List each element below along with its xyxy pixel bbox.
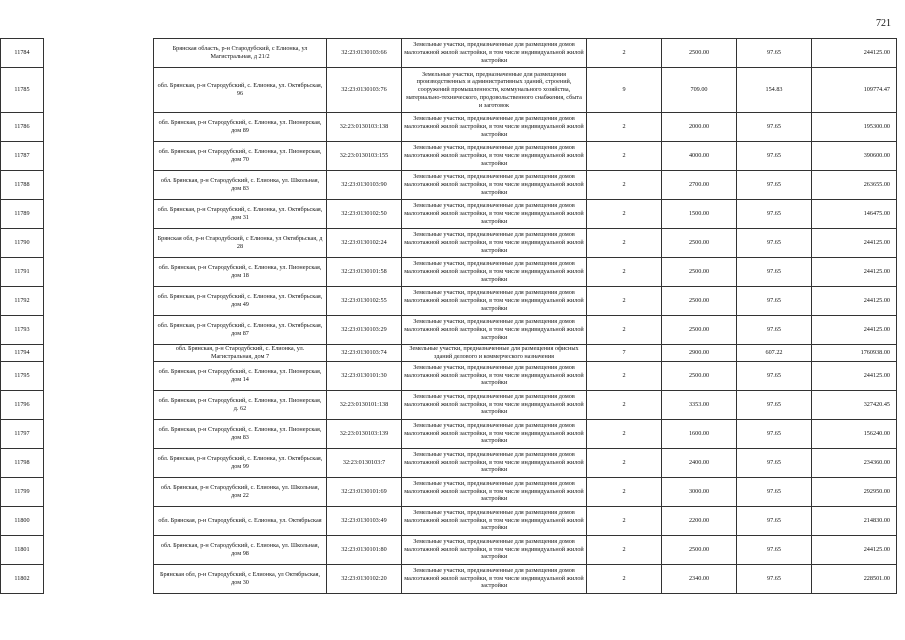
row-id-cell: 11786 [1, 113, 44, 142]
row-id-cell: 11790 [1, 229, 44, 258]
cadastral-number-cell: 32:23:0130103:49 [327, 506, 402, 535]
spacer-cell [44, 200, 154, 229]
area-cell: 2900.00 [662, 345, 737, 362]
area-cell: 2500.00 [662, 39, 737, 68]
cadastral-number-cell: 32:23:0130101:58 [327, 258, 402, 287]
category-code-cell: 2 [587, 258, 662, 287]
spacer-cell [44, 448, 154, 477]
cadastral-value-cell: 214830.00 [812, 506, 897, 535]
area-cell: 1500.00 [662, 200, 737, 229]
category-code-cell: 2 [587, 142, 662, 171]
row-id-cell: 11789 [1, 200, 44, 229]
cadastral-value-cell: 234360.00 [812, 448, 897, 477]
address-cell: обл. Брянская, р-н Стародубский, с. Елионка, ул. Октябрьская, дом 87 [154, 316, 327, 345]
row-id-cell: 11797 [1, 419, 44, 448]
spacer-cell [44, 142, 154, 171]
area-cell: 2500.00 [662, 229, 737, 258]
table-row [1, 506, 897, 535]
cadastral-value-cell: 244125.00 [812, 316, 897, 345]
rate-cell: 97.65 [737, 448, 812, 477]
cadastral-number-cell: 32:23:0130103:74 [327, 345, 402, 362]
land-use-cell: Земельные участки, предназначенные для размещения производственных и административных зданий, строений, сооружений промышленности, коммунального хозяйства, материально-технического, продовольственного снабжения, сбыта и заготовок [402, 68, 587, 113]
table-row [1, 113, 897, 142]
rate-cell: 97.65 [737, 316, 812, 345]
land-use-cell: Земельные участки, предназначенные для размещения домов малоэтажной жилой застройки, в том числе индивидуальной жилой застройки [402, 448, 587, 477]
cadastral-value-cell: 244125.00 [812, 535, 897, 564]
cadastral-value-cell: 146475.00 [812, 200, 897, 229]
cadastral-value-cell: 244125.00 [812, 287, 897, 316]
rate-cell: 607.22 [737, 345, 812, 362]
rate-cell: 97.65 [737, 419, 812, 448]
spacer-cell [44, 229, 154, 258]
table-row [1, 448, 897, 477]
address-cell: Брянская область, р-н Стародубский, с Елионка, ул Магистральная, д 21/2 [154, 39, 327, 68]
land-use-cell: Земельные участки, предназначенные для размещения домов малоэтажной жилой застройки, в том числе индивидуальной жилой застройки [402, 390, 587, 419]
rate-cell: 97.65 [737, 477, 812, 506]
cadastral-value-cell: 244125.00 [812, 229, 897, 258]
rate-cell: 97.65 [737, 258, 812, 287]
category-code-cell: 2 [587, 506, 662, 535]
table-row [1, 477, 897, 506]
area-cell: 2340.00 [662, 564, 737, 593]
area-cell: 2700.00 [662, 171, 737, 200]
table-body [1, 39, 897, 594]
category-code-cell: 2 [587, 113, 662, 142]
cadastral-value-cell: 228501.00 [812, 564, 897, 593]
table-row [1, 171, 897, 200]
category-code-cell: 2 [587, 39, 662, 68]
rate-cell: 97.65 [737, 200, 812, 229]
category-code-cell: 2 [587, 564, 662, 593]
cadastral-number-cell: 32:23:0130103:66 [327, 39, 402, 68]
table-row [1, 390, 897, 419]
spacer-cell [44, 287, 154, 316]
area-cell: 1600.00 [662, 419, 737, 448]
table-row [1, 258, 897, 287]
address-cell: обл. Брянская, р-н Стародубский, с. Елионка, ул. Пионерская, дом 14 [154, 361, 327, 390]
row-id-cell: 11787 [1, 142, 44, 171]
cadastral-number-cell: 32:23:0130102:50 [327, 200, 402, 229]
category-code-cell: 2 [587, 200, 662, 229]
table-row [1, 287, 897, 316]
row-id-cell: 11800 [1, 506, 44, 535]
rate-cell: 97.65 [737, 229, 812, 258]
rate-cell: 97.65 [737, 39, 812, 68]
rate-cell: 97.65 [737, 142, 812, 171]
spacer-cell [44, 68, 154, 113]
table-row [1, 39, 897, 68]
table-row [1, 200, 897, 229]
spacer-cell [44, 361, 154, 390]
cadastral-number-cell: 32:23:0130102:55 [327, 287, 402, 316]
cadastral-number-cell: 32:23:0130103:29 [327, 316, 402, 345]
cadastral-value-cell: 109774.47 [812, 68, 897, 113]
land-use-cell: Земельные участки, предназначенные для размещения домов малоэтажной жилой застройки, в том числе индивидуальной жилой застройки [402, 506, 587, 535]
area-cell: 2500.00 [662, 535, 737, 564]
spacer-cell [44, 345, 154, 362]
row-id-cell: 11794 [1, 345, 44, 362]
cadastral-value-cell: 390600.00 [812, 142, 897, 171]
cadastral-value-table [0, 38, 897, 594]
category-code-cell: 2 [587, 390, 662, 419]
address-cell: обл. Брянская, р-н Стародубский, с. Елионка, ул. Магистральная, дом 7 [154, 345, 327, 362]
address-cell: обл. Брянская, р-н Стародубский, с. Елионка, ул. Школьная, дом 22 [154, 477, 327, 506]
address-cell: обл. Брянская, р-н Стародубский, с. Елионка, ул. Школьная, дом 98 [154, 535, 327, 564]
cadastral-value-cell: 327420.45 [812, 390, 897, 419]
spacer-cell [44, 258, 154, 287]
land-use-cell: Земельные участки, предназначенные для размещения офисных зданий делового и коммерческого назначения [402, 345, 587, 362]
area-cell: 2200.00 [662, 506, 737, 535]
category-code-cell: 9 [587, 68, 662, 113]
land-use-cell: Земельные участки, предназначенные для размещения домов малоэтажной жилой застройки, в том числе индивидуальной жилой застройки [402, 287, 587, 316]
row-id-cell: 11796 [1, 390, 44, 419]
category-code-cell: 2 [587, 229, 662, 258]
cadastral-number-cell: 32:23:0130103:90 [327, 171, 402, 200]
land-use-cell: Земельные участки, предназначенные для размещения домов малоэтажной жилой застройки, в том числе индивидуальной жилой застройки [402, 39, 587, 68]
rate-cell: 97.65 [737, 287, 812, 316]
rate-cell: 154.83 [737, 68, 812, 113]
land-use-cell: Земельные участки, предназначенные для размещения домов малоэтажной жилой застройки, в том числе индивидуальной жилой застройки [402, 477, 587, 506]
area-cell: 4000.00 [662, 142, 737, 171]
category-code-cell: 7 [587, 345, 662, 362]
rate-cell: 97.65 [737, 113, 812, 142]
land-use-cell: Земельные участки, предназначенные для размещения домов малоэтажной жилой застройки, в том числе индивидуальной жилой застройки [402, 564, 587, 593]
table-row [1, 535, 897, 564]
land-use-cell: Земельные участки, предназначенные для размещения домов малоэтажной жилой застройки, в том числе индивидуальной жилой застройки [402, 419, 587, 448]
cadastral-number-cell: 32:23:0130102:20 [327, 564, 402, 593]
rate-cell: 97.65 [737, 361, 812, 390]
category-code-cell: 2 [587, 448, 662, 477]
category-code-cell: 2 [587, 361, 662, 390]
row-id-cell: 11802 [1, 564, 44, 593]
cadastral-number-cell: 32:23:0130101:30 [327, 361, 402, 390]
land-use-cell: Земельные участки, предназначенные для размещения домов малоэтажной жилой застройки, в том числе индивидуальной жилой застройки [402, 316, 587, 345]
category-code-cell: 2 [587, 171, 662, 200]
address-cell: обл. Брянская, р-н Стародубский, с. Елионка, ул. Пионерская, дом 70 [154, 142, 327, 171]
area-cell: 709.00 [662, 68, 737, 113]
row-id-cell: 11788 [1, 171, 44, 200]
land-use-cell: Земельные участки, предназначенные для размещения домов малоэтажной жилой застройки, в том числе индивидуальной жилой застройки [402, 200, 587, 229]
row-id-cell: 11785 [1, 68, 44, 113]
land-use-cell: Земельные участки, предназначенные для размещения домов малоэтажной жилой застройки, в том числе индивидуальной жилой застройки [402, 361, 587, 390]
address-cell: обл. Брянская, р-н Стародубский, с. Елионка, ул. Школьная, дом 83 [154, 171, 327, 200]
table-row [1, 419, 897, 448]
category-code-cell: 2 [587, 316, 662, 345]
area-cell: 3000.00 [662, 477, 737, 506]
spacer-cell [44, 113, 154, 142]
spacer-cell [44, 535, 154, 564]
table-row [1, 68, 897, 113]
land-use-cell: Земельные участки, предназначенные для размещения домов малоэтажной жилой застройки, в том числе индивидуальной жилой застройки [402, 535, 587, 564]
cadastral-number-cell: 32:23:0130103:76 [327, 68, 402, 113]
table-row [1, 142, 897, 171]
address-cell: обл. Брянская, р-н Стародубский, с. Елионка, ул. Октябрьская, дом 31 [154, 200, 327, 229]
address-cell: обл. Брянская, р-н Стародубский, с. Елионка, ул. Пионерская, д. 62 [154, 390, 327, 419]
spacer-cell [44, 506, 154, 535]
spacer-cell [44, 390, 154, 419]
cadastral-value-cell: 244125.00 [812, 39, 897, 68]
rate-cell: 97.65 [737, 564, 812, 593]
cadastral-value-cell: 244125.00 [812, 361, 897, 390]
table-row [1, 316, 897, 345]
area-cell: 2500.00 [662, 361, 737, 390]
spacer-cell [44, 316, 154, 345]
cadastral-value-cell: 292950.00 [812, 477, 897, 506]
cadastral-number-cell: 32:23:0130103:7 [327, 448, 402, 477]
area-cell: 2400.00 [662, 448, 737, 477]
cadastral-value-cell: 263655.00 [812, 171, 897, 200]
rate-cell: 97.65 [737, 535, 812, 564]
address-cell: обл. Брянская, р-н Стародубский, с. Елионка, ул. Пионерская, дом 89 [154, 113, 327, 142]
page-number: 721 [876, 18, 891, 29]
row-id-cell: 11801 [1, 535, 44, 564]
table-row [1, 345, 897, 362]
spacer-cell [44, 39, 154, 68]
land-use-cell: Земельные участки, предназначенные для размещения домов малоэтажной жилой застройки, в том числе индивидуальной жилой застройки [402, 229, 587, 258]
spacer-cell [44, 419, 154, 448]
rate-cell: 97.65 [737, 506, 812, 535]
cadastral-number-cell: 32:23:0130101:69 [327, 477, 402, 506]
row-id-cell: 11791 [1, 258, 44, 287]
cadastral-number-cell: 32:23:0130103:138 [327, 113, 402, 142]
address-cell: обл. Брянская, р-н Стародубский, с. Елионка, ул. Октябрьская [154, 506, 327, 535]
address-cell: обл. Брянская, р-н Стародубский, с. Елионка, ул. Пионерская, дом 18 [154, 258, 327, 287]
address-cell: обл. Брянская, р-н Стародубский, с. Елионка, ул. Октябрьская, дом 99 [154, 448, 327, 477]
cadastral-number-cell: 32:23:0130103:155 [327, 142, 402, 171]
category-code-cell: 2 [587, 535, 662, 564]
table-row [1, 564, 897, 593]
spacer-cell [44, 171, 154, 200]
row-id-cell: 11795 [1, 361, 44, 390]
land-use-cell: Земельные участки, предназначенные для размещения домов малоэтажной жилой застройки, в том числе индивидуальной жилой застройки [402, 142, 587, 171]
spacer-cell [44, 564, 154, 593]
area-cell: 3353.00 [662, 390, 737, 419]
row-id-cell: 11793 [1, 316, 44, 345]
category-code-cell: 2 [587, 419, 662, 448]
row-id-cell: 11784 [1, 39, 44, 68]
row-id-cell: 11798 [1, 448, 44, 477]
rate-cell: 97.65 [737, 171, 812, 200]
category-code-cell: 2 [587, 477, 662, 506]
address-cell: Брянская обл, р-н Стародубский, с Елионка, ул Октябрьская, дом 30 [154, 564, 327, 593]
rate-cell: 97.65 [737, 390, 812, 419]
cadastral-number-cell: 32:23:0130103:139 [327, 419, 402, 448]
cadastral-value-cell: 195300.00 [812, 113, 897, 142]
row-id-cell: 11792 [1, 287, 44, 316]
cadastral-number-cell: 32:23:0130102:24 [327, 229, 402, 258]
category-code-cell: 2 [587, 287, 662, 316]
area-cell: 2500.00 [662, 287, 737, 316]
land-use-cell: Земельные участки, предназначенные для размещения домов малоэтажной жилой застройки, в том числе индивидуальной жилой застройки [402, 258, 587, 287]
address-cell: обл. Брянская, р-н Стародубский, с. Елионка, ул. Октябрьская, дом 49 [154, 287, 327, 316]
address-cell: обл. Брянская, р-н Стародубский, с. Елионка, ул. Октябрьская, 96 [154, 68, 327, 113]
cadastral-value-cell: 244125.00 [812, 258, 897, 287]
row-id-cell: 11799 [1, 477, 44, 506]
address-cell: Брянская обл, р-н Стародубский, с Елионка, ул Октябрьская, д 28 [154, 229, 327, 258]
area-cell: 2500.00 [662, 316, 737, 345]
address-cell: обл. Брянская, р-н Стародубский, с. Елионка, ул. Пионерская, дом 83 [154, 419, 327, 448]
area-cell: 2500.00 [662, 258, 737, 287]
area-cell: 2000.00 [662, 113, 737, 142]
cadastral-value-cell: 156240.00 [812, 419, 897, 448]
land-use-cell: Земельные участки, предназначенные для размещения домов малоэтажной жилой застройки, в том числе индивидуальной жилой застройки [402, 171, 587, 200]
cadastral-number-cell: 32:23:0130101:138 [327, 390, 402, 419]
land-use-cell: Земельные участки, предназначенные для размещения домов малоэтажной жилой застройки, в том числе индивидуальной жилой застройки [402, 113, 587, 142]
table-row [1, 361, 897, 390]
spacer-cell [44, 477, 154, 506]
cadastral-number-cell: 32:23:0130101:80 [327, 535, 402, 564]
table-row [1, 229, 897, 258]
cadastral-value-cell: 1760938.00 [812, 345, 897, 362]
